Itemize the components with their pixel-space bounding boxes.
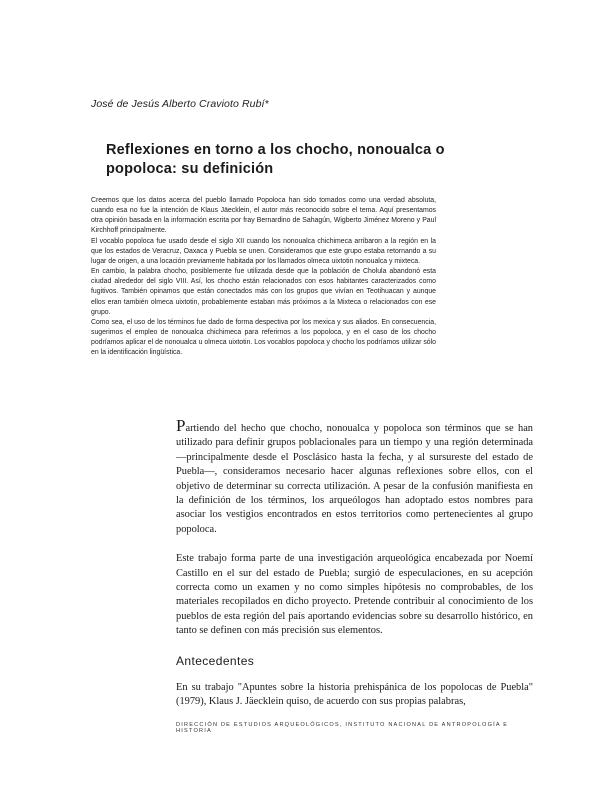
abstract-paragraph: Como sea, el uso de los términos fue dado de forma despectiva por los mexica y sus aliados. En consecuencia, sugerimos el empleo de nonoualca chichimeca para referirnos a los popoloca, y en el caso de los chocho podríamos aplicar el de nonoualca u olmeca uixtotin. Los vocablos popoloca y chocho los podríamos utilizar sólo en la identificación lingüística. bbox=[91, 318, 436, 357]
abstract-paragraph: El vocablo popoloca fue usado desde el siglo XII cuando los nonoualca chichimeca arribaron a la región en la que los estados de Veracruz, Oaxaca y Puebla se unen. Consideramos que este grupo estaba retornando a su lugar de origen, a una locación previamente habitada por los llamados olmeca uixtotin nonoualca y mixteca. bbox=[91, 237, 436, 265]
author-affiliation-footnote: DIRECCIÓN DE ESTUDIOS ARQUEOLÓGICOS, INSTITUTO NACIONAL DE ANTROPOLOGÍA E HISTORIA bbox=[176, 722, 509, 734]
section-heading: Antecedentes bbox=[176, 653, 255, 668]
abstract-paragraph: En cambio, la palabra chocho, posiblemente fue utilizada desde que la población de Cholula abandonó esta ciudad alrededor del siglo VIII. Así, los chocho están relacionados con esos habitantes caracterizados como fugitivos. También opinamos que están conectados más con los grupos que vivían en Teotihuacan y aunque ellos eran también olmeca uixtotin, probablemente estaban más próximos a la Mixteca o relacionados con ese grupo. bbox=[91, 268, 436, 316]
body-paragraph: Partiendo del hecho que chocho, nonoualca y popoloca son términos que se han utilizado para definir grupos poblacionales para un tiempo y una región determinada —principalmente desde el Posclásico hasta la fecha, y al sursureste del estado de Puebla—, consideramos necesario hacer algunas reflexiones sobre ellos, con el objetivo de determinar su correcta utilización. A pesar de la confusión manifiesta en la definición de los términos, los arqueólogos han adoptado estos nombres para asociar los vestigios encontrados en estos territorios como pertenecientes al grupo popoloca. bbox=[176, 416, 533, 535]
article-body bbox=[176, 416, 533, 725]
body-paragraph: Este trabajo forma parte de una investigación arqueológica encabezada por Noemí Castillo en el sur del estado de Puebla; surgió de especulaciones, en su acepción correcta como un examen y no como simples hipótesis no comprobables, de los materiales recopilados en dicho proyecto. Pretende contribuir al conocimiento de los pueblos de esta región del país aportando evidencias sobre su desarrollo histórico, en tanto se definen con más precisión sus elementos. bbox=[176, 553, 533, 637]
author-name: José de Jesús Alberto Cravioto Rubí* bbox=[91, 98, 269, 110]
abstract-paragraph: Creemos que los datos acerca del pueblo llamado Popoloca han sido tomados como una verdad absoluta, cuando esa no fue la intención de Klaus Jäecklein, el autor más reconocido sobre el tema. Aquí presentamos otra opinión basada en la información escrita por fray Bernardino de Sahagún, Wigberto Jiménez Moreno y Paul Kirchhoff principalmente. bbox=[91, 197, 436, 235]
article-title: Reflexiones en torno a los chocho, nonoualca o popoloca: su definición bbox=[106, 142, 445, 177]
abstract bbox=[91, 196, 436, 359]
body-paragraph: En su trabajo "Apuntes sobre la historia prehispánica de los popolocas de Puebla" (1979), Klaus J. Jäecklein quiso, de acuerdo con sus propias palabras, bbox=[176, 681, 533, 708]
